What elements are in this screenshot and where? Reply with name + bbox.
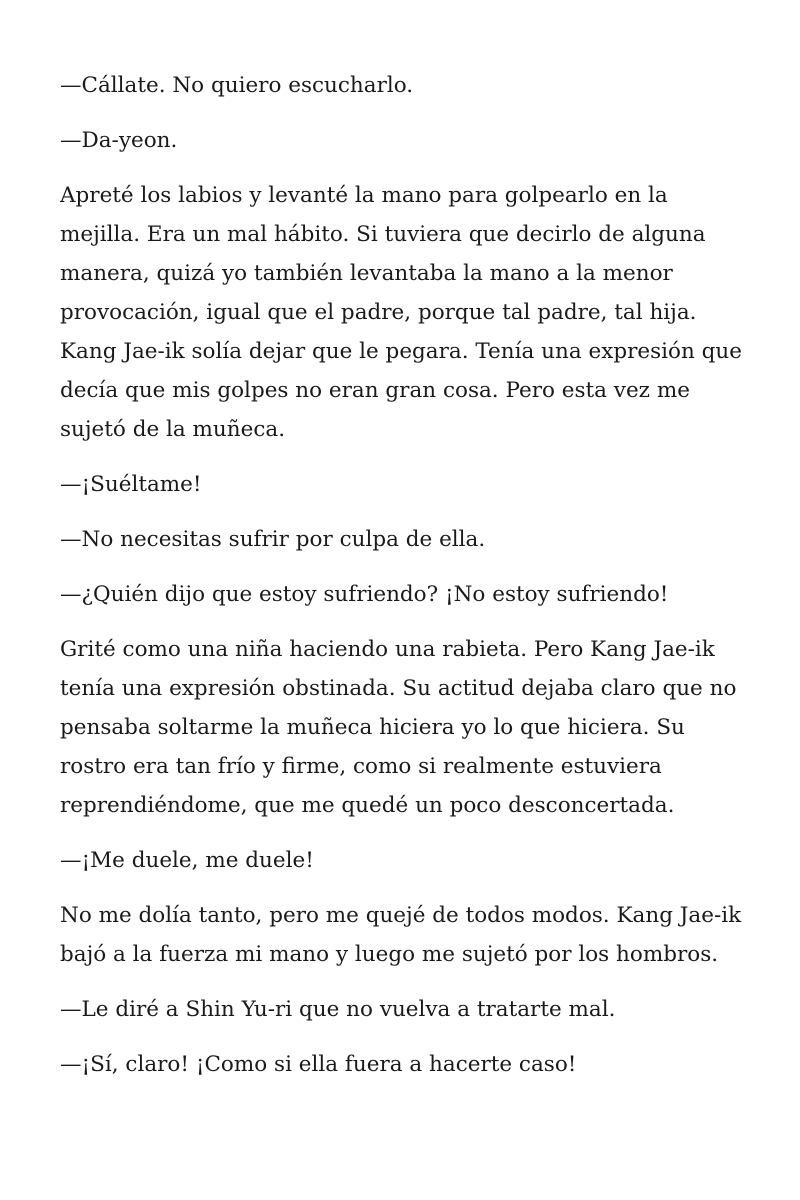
dialogue-line: —Da-yeon. [60, 128, 178, 153]
narrative-paragraph: No me dolía tanto, pero me quejé de todos modos. Kang Jae-ik bajó a la fuerza mi mano y luego me sujetó por los hombros. [60, 903, 742, 967]
dialogue-line: —¡Me duele, me duele! [60, 848, 314, 873]
dialogue-line: —Cállate. No quiero escucharlo. [60, 73, 414, 98]
narrative-paragraph: Apreté los labios y levanté la mano para golpearlo en la mejilla. Era un mal hábito. Si tuviera que decirlo de alguna manera, quizá yo también levantaba la mano a la menor provocación, igual que el padre, porque tal padre, tal hija. Kang Jae-ik solía dejar que le pegara. Tenía una expresión que decía que mis golpes no eran gran cosa. Pero esta vez me sujetó de la muñeca. [60, 183, 742, 442]
dialogue-line: —Le diré a Shin Yu-ri que no vuelva a tratarte mal. [60, 997, 616, 1022]
dialogue-line: —¡Suéltame! [60, 472, 202, 497]
dialogue-line: —¿Quién dijo que estoy sufriendo? ¡No estoy sufriendo! [60, 582, 669, 607]
dialogue-line: —¡Sí, claro! ¡Como si ella fuera a hacerte caso! [60, 1052, 577, 1077]
dialogue-line: —No necesitas sufrir por culpa de ella. [60, 527, 486, 552]
narrative-paragraph: Grité como una niña haciendo una rabieta. Pero Kang Jae-ik tenía una expresión obstinada. Su actitud dejaba claro que no pensaba soltarme la muñeca hiciera yo lo que hiciera. Su rostro era tan frío y firme, como si realmente estuviera reprendiéndome, que me quedé un poco desconcertada. [60, 637, 737, 818]
reading-page [60, 66, 750, 1100]
